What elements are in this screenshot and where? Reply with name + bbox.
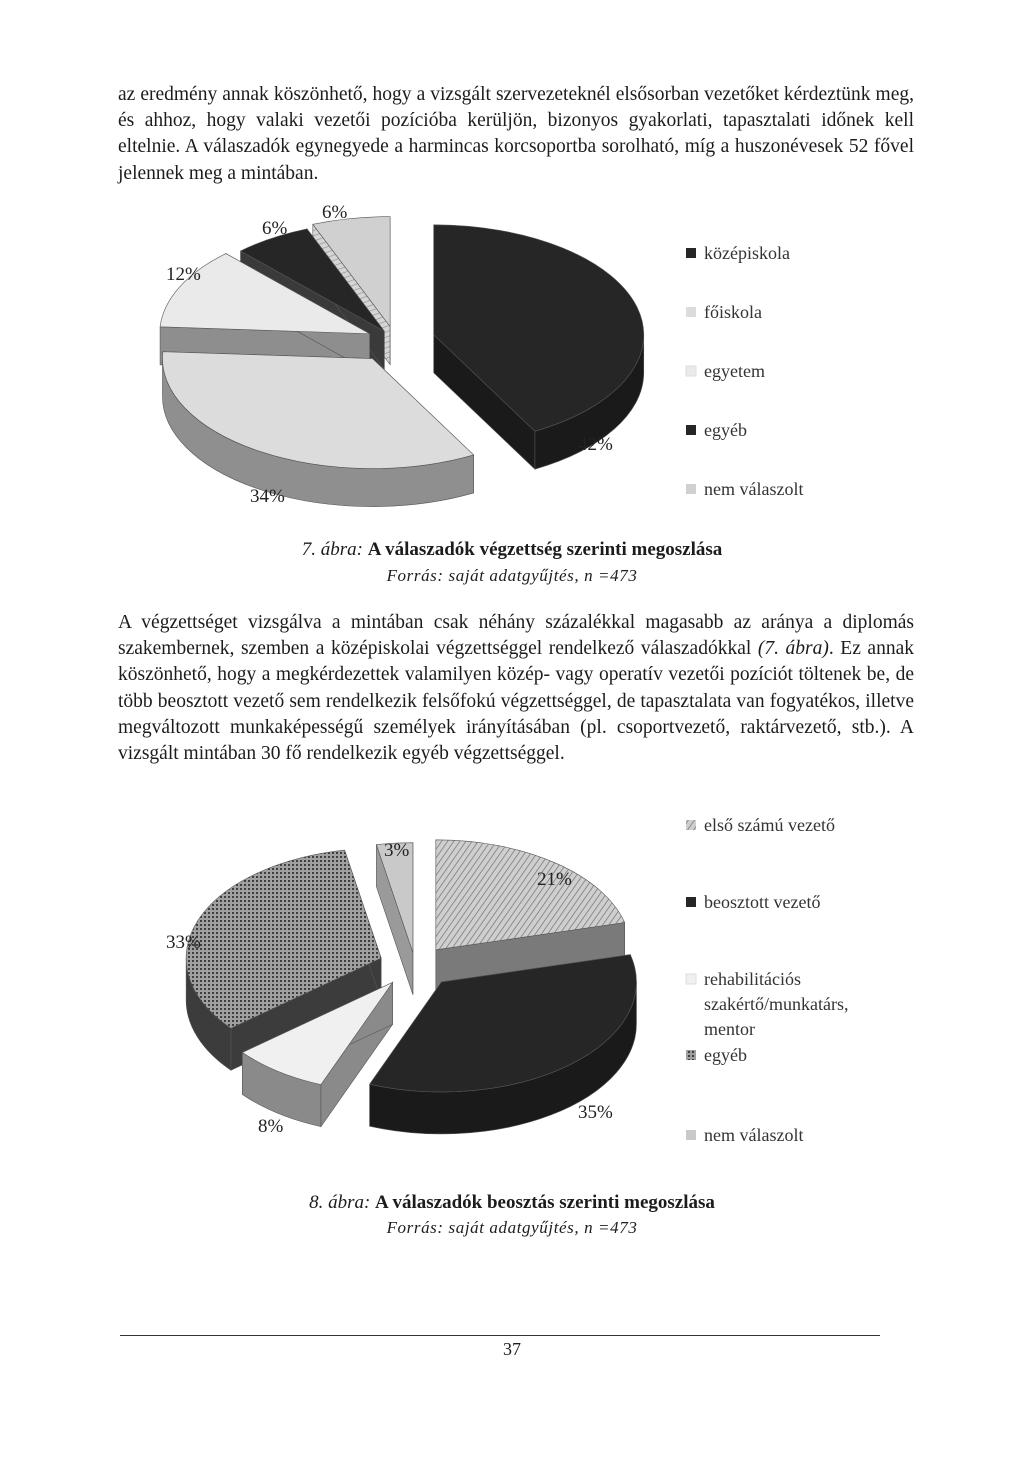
legend-swatch: [686, 484, 696, 494]
slice-label-egyetem: 12%: [166, 264, 201, 285]
legend-item-foiskola: [686, 302, 762, 322]
body-paragraph-2: [118, 610, 914, 767]
figure-7-title: A válaszadók végzettség szerinti megoszlása: [367, 539, 723, 560]
pie-slice-foiskola: [162, 352, 473, 507]
legend-label: szakértő/munkatárs,: [704, 994, 849, 1014]
legend-swatch: [686, 248, 696, 258]
figure-7-caption: [0, 539, 1024, 561]
pie-slice-nem-valaszolt: [376, 843, 413, 995]
legend-label: rehabilitációs: [704, 969, 801, 989]
paragraph-2-text-a: A végzettséget vizsgálva a mintában csak néhány százalékkal magasabb az aránya a diplomás szakembernek, szemben a középiskolai végzettséggel rendelkező válaszadókkal: [118, 612, 914, 660]
paragraph-2-text-b: . Ez annak köszönhető, hogy a megkérdezettek valamilyen közép- vagy operatív vezetői pozíciót töltenek be, de több beosztott vezető sem rendelkezik felsőfokú végzettséggel, de tapasztalata van fogyatékos, illetve megváltozott munkaképességű személyek irányításában (pl. csoportvezető, raktárvezető, stb.). A vizsgált mintában 30 fő rendelkezik egyéb végzettséggel.: [118, 638, 914, 765]
legend-swatch: [686, 366, 696, 376]
legend-label: mentor: [704, 1019, 755, 1039]
legend-swatch: [686, 1130, 696, 1140]
legend-swatch: [686, 974, 696, 984]
legend-label: beosztott vezető: [704, 892, 821, 912]
page-number: 37: [503, 1339, 521, 1359]
legend-label: egyetem: [704, 361, 765, 381]
figure-8-caption: [0, 1192, 1024, 1214]
figure-8-title: A válaszadók beosztás szerinti megoszlása: [375, 1192, 715, 1213]
position-pie-chart: [0, 800, 1024, 1180]
slice-label-nem-valaszolt: 6%: [322, 202, 348, 223]
slice-label-kozepiskola: 42%: [578, 434, 613, 455]
slice-label-rehabilitacios-szakerto-munkatars-mentor: 8%: [258, 1116, 284, 1137]
legend-item-kozepiskola: [686, 243, 790, 263]
figure-7-source: Forrás: saját adatgyűjtés, n =473: [386, 566, 638, 585]
legend-item-elso-szamu-vezeto: [686, 815, 835, 835]
legend-item-rehabilitacios-szakerto-munkatars-mentor: [686, 969, 848, 1039]
legend-label: első számú vezető: [704, 815, 835, 835]
legend-item-beosztott-vezeto: [686, 892, 820, 912]
legend-item-egyeb: [686, 420, 747, 440]
legend-label: főiskola: [704, 302, 762, 322]
slice-label-nem-valaszolt: 3%: [384, 840, 410, 861]
education-pie-chart: [0, 190, 1024, 525]
legend-label: középiskola: [704, 243, 790, 263]
legend-swatch: [686, 425, 696, 435]
legend-label: egyéb: [704, 420, 747, 440]
legend-swatch: [686, 820, 696, 830]
legend-item-nem-valaszolt: [686, 479, 803, 499]
legend-swatch: [686, 897, 696, 907]
figure-7-label: 7. ábra:: [301, 539, 363, 560]
legend-label: nem válaszolt: [704, 1125, 804, 1145]
pie-slice-kozepiskola: [434, 225, 644, 469]
legend-swatch: [686, 307, 696, 317]
legend-label: egyéb: [704, 1045, 747, 1065]
legend-item-egyetem: [686, 361, 765, 381]
slice-label-egyeb: 33%: [166, 932, 201, 953]
footer-divider: [120, 1335, 880, 1336]
legend-item-nem-valaszolt: [686, 1125, 803, 1145]
figure-8-label: 8. ábra:: [309, 1192, 371, 1213]
figure-reference: (7. ábra): [757, 638, 829, 660]
body-paragraph-1: az eredmény annak köszönhető, hogy a vizsgált szervezeteknél elsősorban vezetőket kérdeztünk meg, és ahhoz, hogy valaki vezetői pozícióba kerüljön, bizonyos gyakorlati, tapasztalati időnek kell eltelnie. A válaszadók egynegyede a harmincas korcsoportba sorolható, míg a huszonévesek 52 fővel jelennek meg a mintában.: [118, 84, 914, 184]
slice-label-foiskola: 34%: [250, 486, 285, 507]
slice-label-beosztott-vezeto: 35%: [578, 1102, 613, 1123]
legend-label: nem válaszolt: [704, 479, 804, 499]
slice-label-elso-szamu-vezeto: 21%: [537, 869, 572, 890]
figure-8-source: Forrás: saját adatgyűjtés, n =473: [386, 1218, 638, 1237]
legend-swatch: [686, 1050, 696, 1060]
legend-item-egyeb: [686, 1045, 747, 1065]
slice-label-egyeb: 6%: [262, 218, 288, 239]
